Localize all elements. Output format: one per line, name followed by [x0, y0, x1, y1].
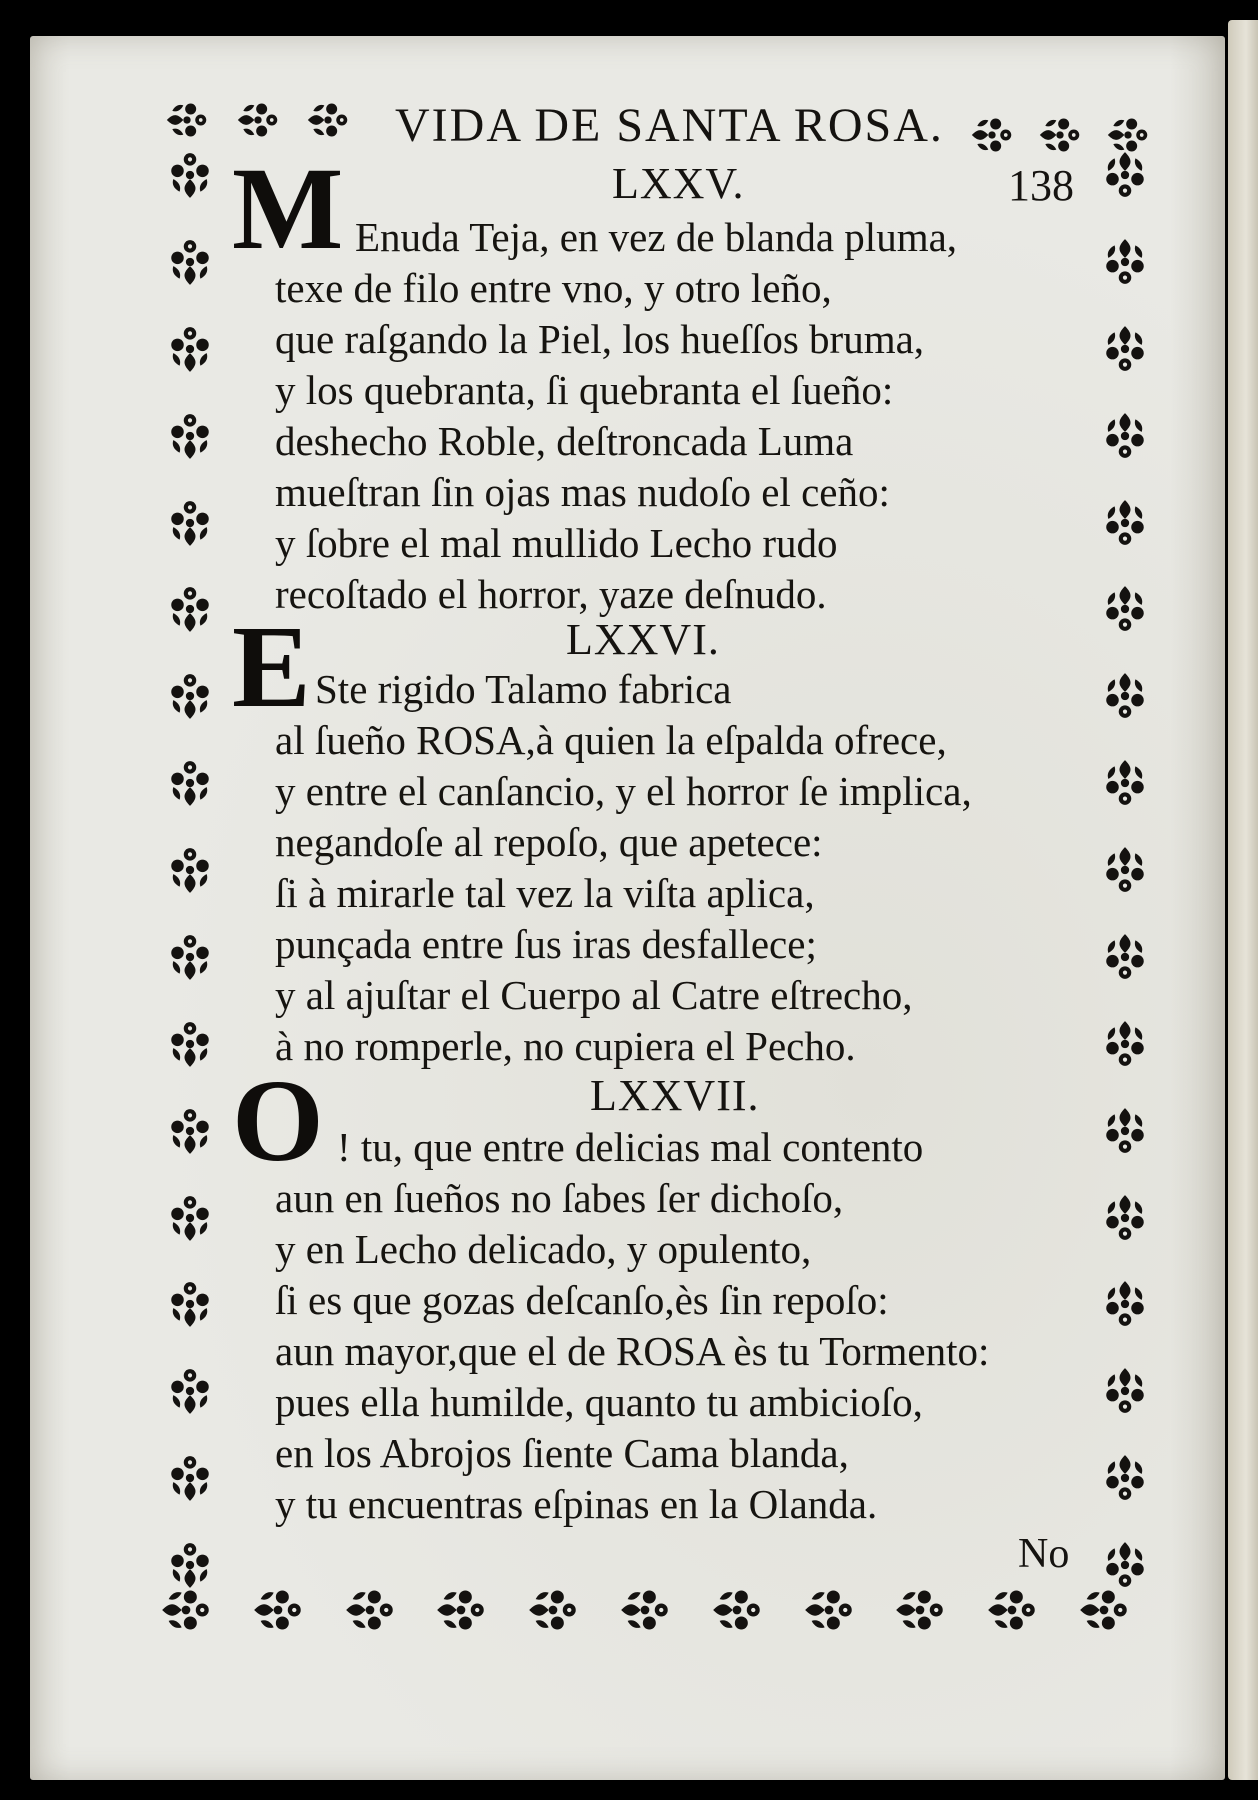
fleuron-icon [1078, 1584, 1130, 1636]
verse-line: deshecho Roble, deſtroncada Luma [275, 418, 854, 464]
fleuron-icon [160, 1584, 212, 1636]
verse-line: aun en ſueños no ſabes ſer dichoſo, [275, 1175, 844, 1221]
fleuron-icon [165, 671, 215, 721]
fleuron-icon [1100, 845, 1150, 895]
verse-line: al ſueño ROSA,à quien la eſpalda ofrece, [275, 717, 947, 763]
fleuron-icon [1100, 1106, 1150, 1156]
verse-line: en los Abrojos ſiente Cama blanda, [275, 1430, 849, 1476]
fleuron-icon [1100, 1019, 1150, 1069]
verse-line: que raſgando la Piel, los hueſſos bruma, [275, 316, 925, 362]
fleuron-icon [165, 758, 215, 808]
fleuron-icon [165, 1366, 215, 1416]
fleuron-icon [165, 1193, 215, 1243]
fleuron-icon [165, 98, 209, 142]
verse-line: y al ajuſtar el Cuerpo al Catre eſtrecho, [275, 972, 913, 1018]
fleuron-icon [165, 1453, 215, 1503]
fleuron-icon [619, 1584, 671, 1636]
stanza-lines [275, 664, 972, 1072]
fleuron-icon [970, 113, 1014, 157]
fleuron-icon [986, 1584, 1038, 1636]
verse-line: ſi es que gozas deſcanſo,ès ſin repoſo: [275, 1277, 889, 1323]
verse-line: y tu encuentras eſpinas en la Olanda. [275, 1481, 878, 1527]
fleuron-icon [165, 845, 215, 895]
fleuron-icon [1100, 237, 1150, 287]
fleuron-icon [1100, 932, 1150, 982]
fleuron-icon [344, 1584, 396, 1636]
fleuron-icon [803, 1584, 855, 1636]
page-number: 138 [1008, 161, 1074, 210]
fleuron-icon [165, 1279, 215, 1329]
stanza-number: LXXV. [612, 159, 745, 208]
stanza-number: LXXVI. [566, 615, 720, 664]
verse-line: mueſtran ſin ojas mas nudoſo el ceño: [275, 469, 890, 515]
fleuron-icon [1100, 411, 1150, 461]
verse-line: negandoſe al repoſo, que apetece: [275, 819, 823, 865]
adjacent-page-edge [1228, 20, 1258, 1780]
verse-line: Ste rigido Talamo fabrica [315, 666, 732, 712]
fleuron-icon [1100, 584, 1150, 634]
ornament-border-top-right [970, 110, 1150, 160]
verse-line: à no romperle, no cupiera el Pecho. [275, 1023, 856, 1069]
drop-capital: O [232, 1055, 324, 1186]
fleuron-icon [1100, 758, 1150, 808]
ornament-border-left [160, 150, 220, 1590]
fleuron-icon [1100, 671, 1150, 721]
ornament-border-bottom [160, 1580, 1130, 1640]
fleuron-icon [1100, 1366, 1150, 1416]
fleuron-icon [894, 1584, 946, 1636]
fleuron-icon [236, 98, 280, 142]
fleuron-icon [165, 498, 215, 548]
fleuron-icon [165, 1106, 215, 1156]
fleuron-icon [165, 584, 215, 634]
verse-line: ! tu, que entre delicias mal contento [337, 1124, 924, 1170]
verse-line: y ſobre el mal mullido Lecho rudo [275, 520, 838, 566]
stanza-lines [275, 212, 957, 620]
verse-line: Enuda Teja, en vez de blanda pluma, [355, 214, 958, 260]
fleuron-icon [165, 324, 215, 374]
fleuron-icon [165, 237, 215, 287]
fleuron-icon [527, 1584, 579, 1636]
fleuron-icon [165, 150, 215, 200]
drop-capital: E [232, 601, 311, 732]
drop-capital: M [232, 143, 344, 274]
fleuron-icon [1100, 498, 1150, 548]
verse-line: ſi à mirarle tal vez la viſta aplica, [275, 870, 815, 916]
ornament-border-right [1095, 150, 1155, 1590]
fleuron-icon [252, 1584, 304, 1636]
fleuron-icon [711, 1584, 763, 1636]
verse-line: pues ella humilde, quanto tu ambicioſo, [275, 1379, 923, 1425]
fleuron-icon [435, 1584, 487, 1636]
stanza-number: LXXVII. [590, 1071, 760, 1120]
fleuron-icon [1100, 1193, 1150, 1243]
fleuron-icon [1100, 324, 1150, 374]
fleuron-icon [1100, 1279, 1150, 1329]
catchword: No [1018, 1531, 1070, 1577]
verse-line: y en Lecho delicado, y opulento, [275, 1226, 812, 1272]
fleuron-icon [165, 1019, 215, 1069]
fleuron-icon [1106, 113, 1150, 157]
ornament-border-top-left [165, 95, 350, 145]
stanza-lines [275, 1122, 989, 1530]
verse-line: texe de filo entre vno, y otro leño, [275, 265, 832, 311]
fleuron-icon [306, 98, 350, 142]
fleuron-icon [1100, 1453, 1150, 1503]
verse-line: y los quebranta, ſi quebranta el ſueño: [275, 367, 894, 413]
verse-line: punçada entre ſus iras desfallece; [275, 921, 817, 967]
fleuron-icon [165, 411, 215, 461]
verse-line: y entre el canſancio, y el horror ſe implica, [275, 768, 972, 814]
fleuron-icon [165, 932, 215, 982]
verse-line: aun mayor,que el de ROSA ès tu Tormento: [275, 1328, 990, 1374]
verse-line: recoſtado el horror, yaze deſnudo. [275, 571, 827, 617]
fleuron-icon [1038, 113, 1082, 157]
running-head: VIDA DE SANTA ROSA. [395, 99, 944, 152]
